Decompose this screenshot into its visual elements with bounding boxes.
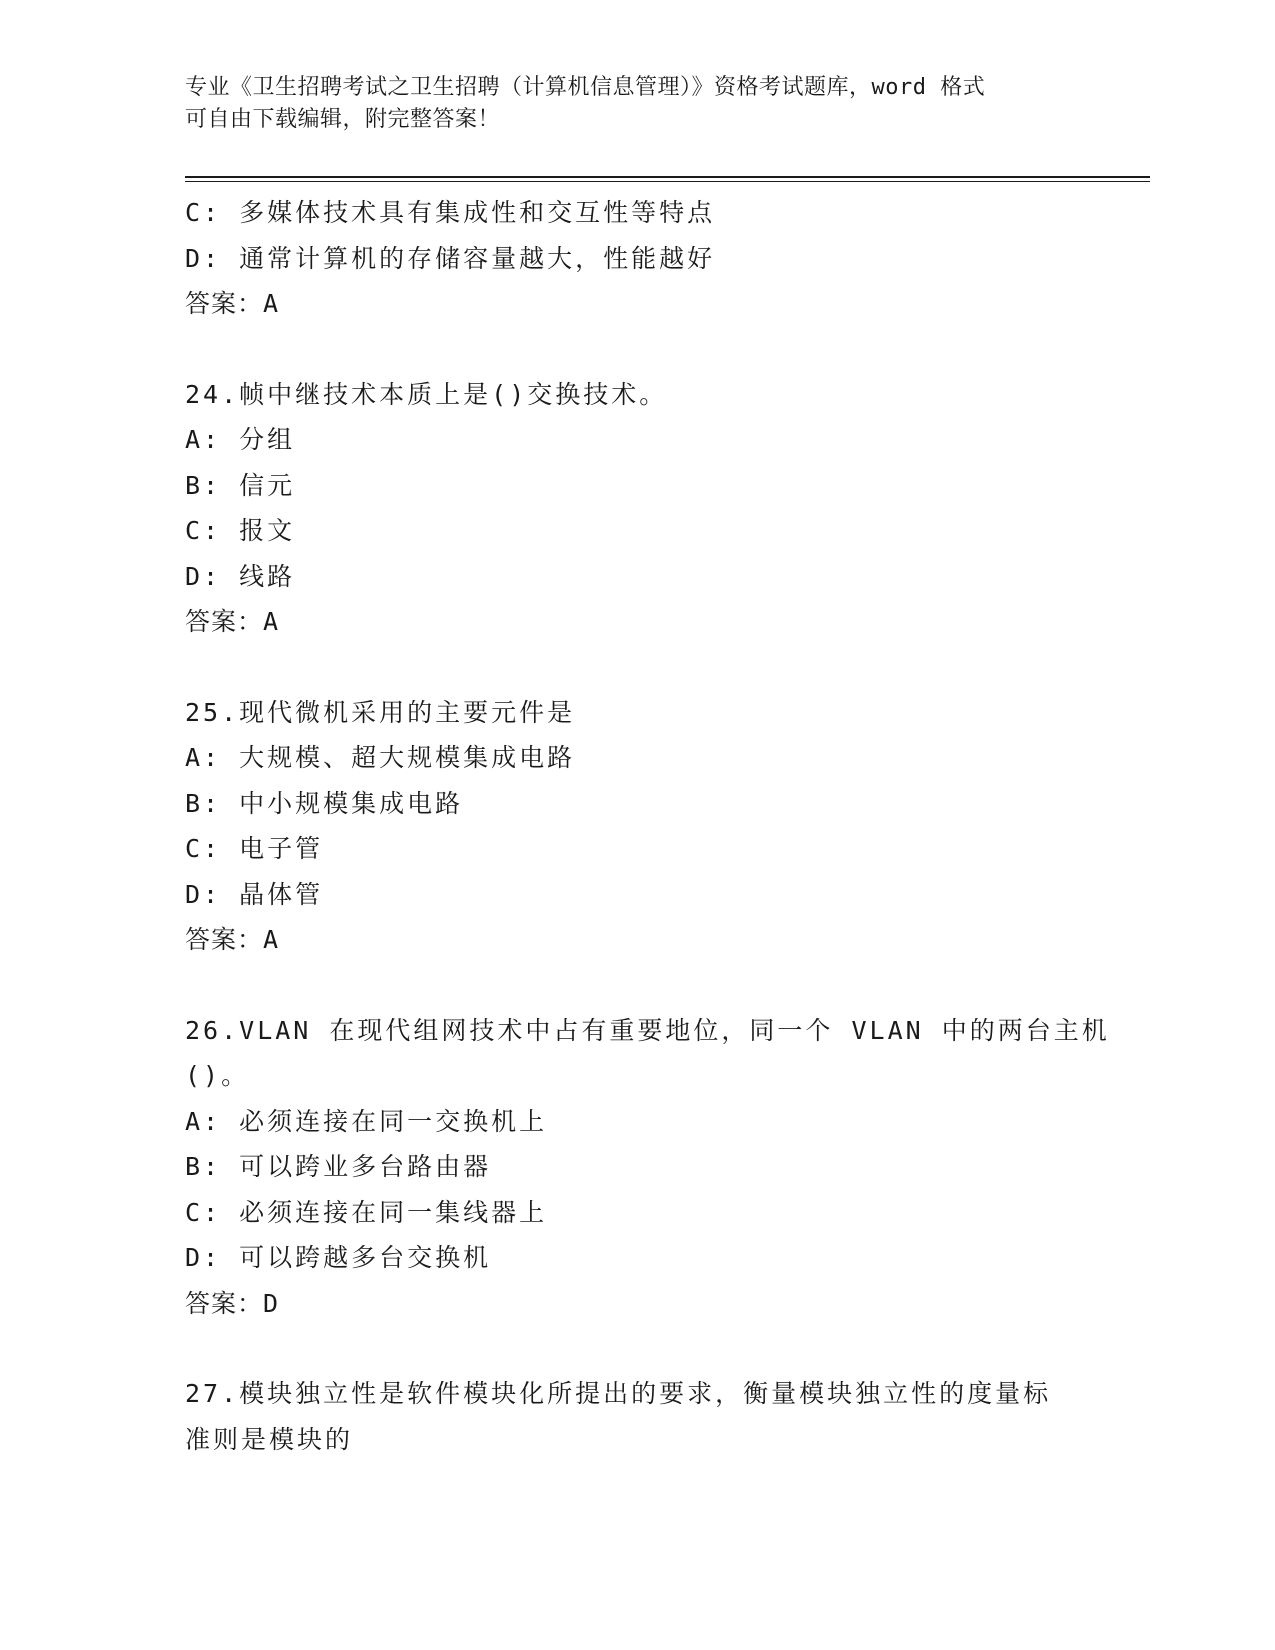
option-d: D: 通常计算机的存储容量越大，性能越好: [185, 243, 716, 273]
option-c: C: 报文: [185, 516, 296, 545]
question-25: [185, 690, 1085, 963]
answer: 答案：A: [185, 607, 280, 636]
option-c: C: 电子管: [185, 834, 324, 863]
option-d: D: 线路: [185, 561, 296, 591]
header-divider-thin: [185, 181, 1150, 182]
document-header: [185, 72, 1085, 136]
option-a: A: 大规模、超大规模集成电路: [185, 743, 576, 772]
option-c: C: 多媒体技术具有集成性和交互性等特点: [185, 198, 716, 227]
question-27: [185, 1371, 1085, 1462]
option-a: A: 必须连接在同一交换机上: [185, 1106, 548, 1136]
question-stem: 25.现代微机采用的主要元件是: [185, 697, 576, 727]
option-b: B: 可以跨业多台路由器: [185, 1152, 492, 1181]
question-26: [185, 1008, 1110, 1327]
answer: 答案：A: [185, 925, 280, 954]
option-d: D: 可以跨越多台交换机: [185, 1243, 492, 1272]
header-line-2: 可自由下载编辑，附完整答案！: [185, 107, 501, 132]
question-list: [185, 190, 1110, 1462]
question-24: [185, 372, 1085, 645]
question-stem-line-1: 27.模块独立性是软件模块化所提出的要求，衡量模块独立性的度量标: [185, 1379, 1052, 1408]
answer: 答案：A: [185, 289, 280, 318]
header-line-1: 专业《卫生招聘考试之卫生招聘（计算机信息管理）》资格考试题库，word 格式: [185, 75, 986, 100]
header-divider-thick: [185, 176, 1150, 178]
option-d: D: 晶体管: [185, 879, 324, 909]
option-a: A: 分组: [185, 425, 296, 454]
option-c: C: 必须连接在同一集线器上: [185, 1197, 548, 1227]
question-stem-line-2: ()。: [185, 1061, 250, 1090]
option-b: B: 中小规模集成电路: [185, 788, 464, 818]
question-stem: 24.帧中继技术本质上是()交换技术。: [185, 379, 668, 409]
answer: 答案：D: [185, 1288, 280, 1318]
question-stem-line-2: 准则是模块的: [185, 1424, 354, 1454]
question-stem-line-1: 26.VLAN 在现代组网技术中占有重要地位，同一个 VLAN 中的两台主机: [185, 1015, 1110, 1045]
option-b: B: 信元: [185, 470, 296, 500]
